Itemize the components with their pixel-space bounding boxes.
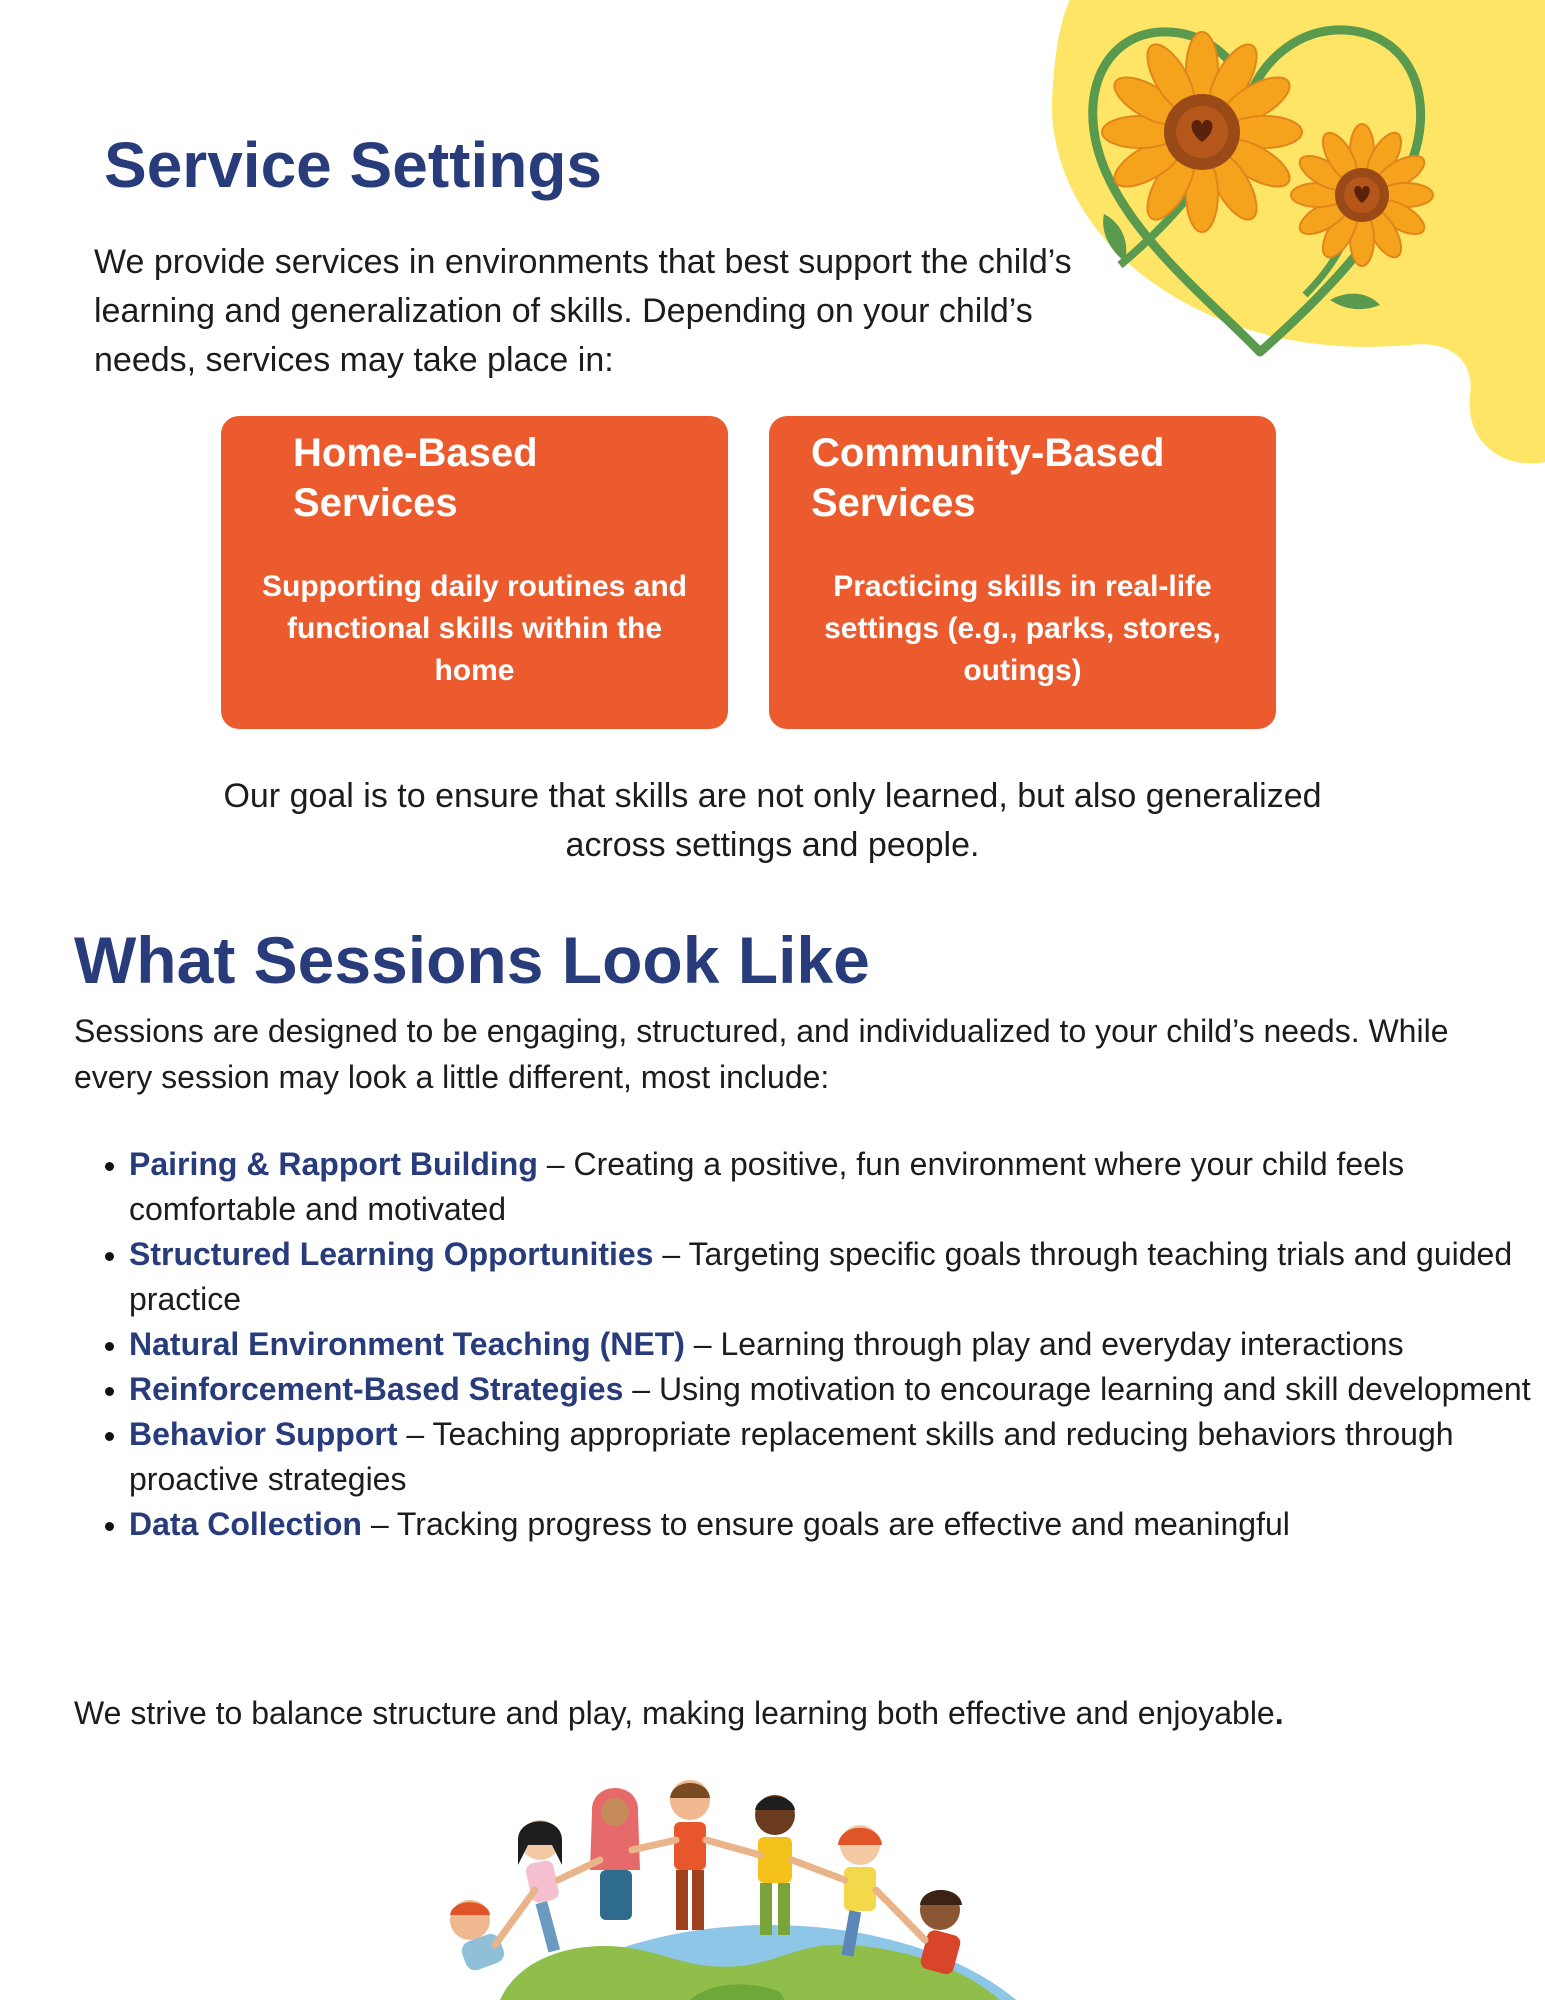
children-around-globe-illustration [440, 1770, 1080, 2000]
service-settings-intro: We provide services in environments that best support the child’s learning and generalization of skills. Depending on your child’s needs, services may take place in: [94, 243, 1072, 379]
sessions-title: What Sessions Look Like [74, 923, 870, 997]
list-item [129, 1142, 1545, 1232]
list-item-term: Data Collection [129, 1506, 362, 1542]
home-based-services-card [221, 416, 728, 729]
card-description: Supporting daily routines and functional skills within the home [261, 570, 687, 687]
sessions-intro: Sessions are designed to be engaging, structured, and individualized to your child’s needs. While every session may look a little different, most include: [74, 1013, 1449, 1095]
child-figure-icon [755, 1795, 795, 1935]
list-item [129, 1322, 1545, 1367]
child-figure-icon [590, 1788, 640, 1920]
list-item-term: Structured Learning Opportunities [129, 1236, 654, 1272]
list-item-description: – Learning through play and everyday interactions [684, 1326, 1404, 1362]
list-item-term: Pairing & Rapport Building [129, 1146, 538, 1182]
card-title-line: Community-Based [811, 431, 1165, 475]
closing-statement [74, 1690, 1474, 1736]
child-figure-icon [518, 1820, 562, 1952]
list-item-description: – Creating a positive, fun environment where your child feels comfortable and motivated [129, 1146, 1405, 1227]
child-figure-icon [670, 1780, 710, 1930]
goal-statement: Our goal is to ensure that skills are not only learned, but also generalized across settings and people. [223, 777, 1322, 864]
list-item-description: – Tracking progress to ensure goals are effective and meaningful [361, 1506, 1290, 1542]
list-item [129, 1502, 1545, 1547]
yellow-blob-shape [1052, 0, 1545, 463]
list-item-description: – Targeting specific goals through teaching trials and guided practice [129, 1236, 1513, 1317]
list-item-term: Natural Environment Teaching (NET) [129, 1326, 685, 1362]
community-based-services-card [769, 416, 1276, 729]
card-description: Practicing skills in real-life settings (e.g., parks, stores, outings) [824, 570, 1221, 687]
card-title [811, 428, 1164, 528]
card-title-line: Services [811, 481, 976, 525]
list-item-term: Reinforcement-Based Strategies [129, 1371, 624, 1407]
closing-text: We strive to balance structure and play, making learning both effective and enjoyable [74, 1695, 1275, 1731]
sunflower-heart-illustration [1030, 0, 1545, 470]
list-item-description: – Using motivation to encourage learning and skill development [623, 1371, 1531, 1407]
list-item [129, 1412, 1545, 1502]
service-settings-title: Service Settings [104, 129, 602, 201]
list-item-description: – Teaching appropriate replacement skills and reducing behaviors through proactive strategies [129, 1416, 1454, 1497]
card-title-line: Home-Based [293, 431, 538, 475]
list-item-term: Behavior Support [129, 1416, 398, 1452]
card-title-line: Services [293, 481, 458, 525]
closing-period: . [1274, 1695, 1284, 1731]
card-title [293, 428, 538, 528]
list-item [129, 1232, 1545, 1322]
list-item [129, 1367, 1545, 1412]
session-components-list [74, 1142, 1545, 1547]
